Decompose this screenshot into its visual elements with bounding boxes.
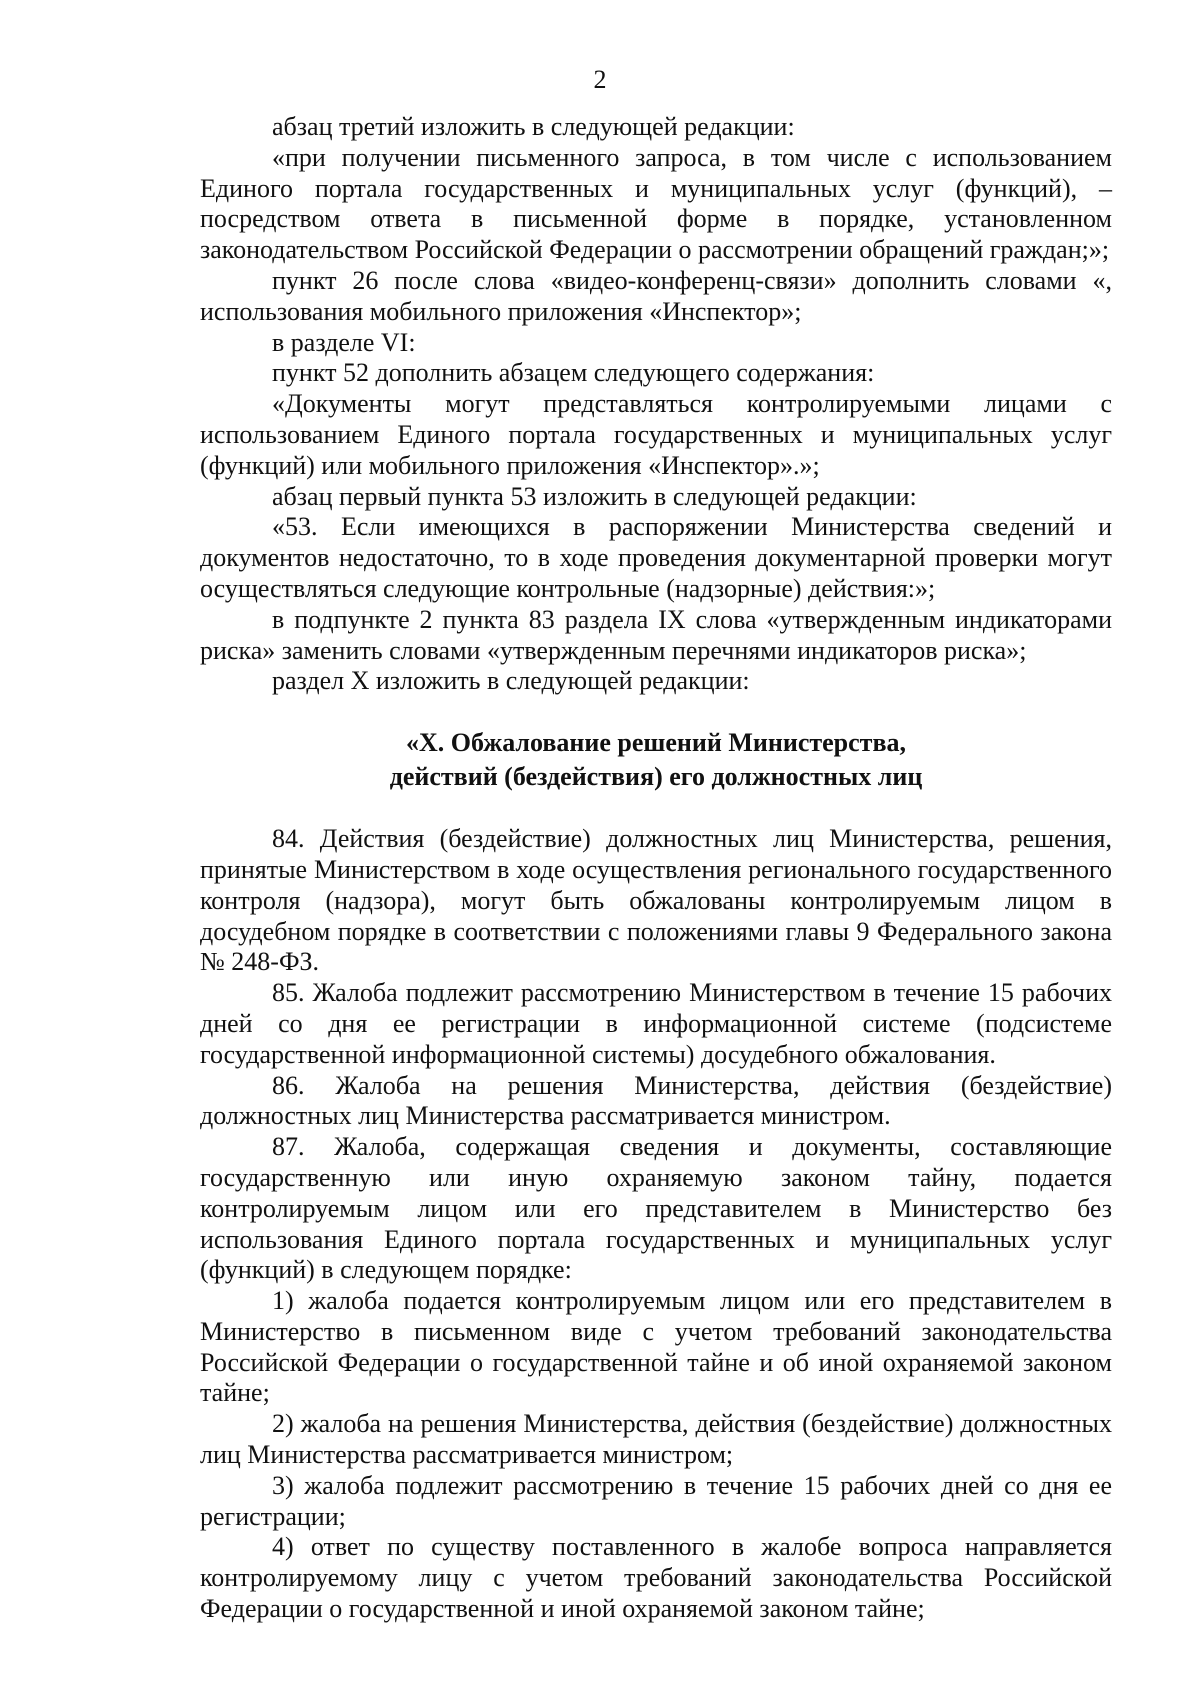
section-heading (200, 726, 1112, 794)
amendment-paragraph: раздел X изложить в следующей редакции: (272, 666, 750, 696)
section-paragraph: 1) жалоба подается контролируемым лицом или его представителем в Министерство в письменном виде с учетом требований законодательства Российской Федерации о государственной тайне и об иной охраняемой законом тайне; (200, 1286, 1112, 1408)
section-paragraph: 87. Жалоба, содержащая сведения и документы, составляющие государственную или иную охраняемую законом тайну, подается контролируемым лицом или его представителем в Министерство без использования Единого портала государственных и муниципальных услуг (функций) в следующем порядке: (200, 1132, 1112, 1285)
amendment-paragraph: абзац первый пункта 53 изложить в следующей редакции: (272, 481, 917, 511)
section-paragraph: 85. Жалоба подлежит рассмотрению Министерством в течение 15 рабочих дней со дня ее регистрации в информационной системе (подсистеме государственной информационной системы) досудебного обжалования. (200, 978, 1112, 1069)
amendment-paragraph: «53. Если имеющихся в распоряжении Министерства сведений и документов недостаточно, то в ходе проведения документарной проверки могут осуществляться следующие контрольные (надзорные) действия:»; (200, 512, 1112, 603)
page-number: 2 (593, 65, 607, 94)
amendment-paragraph: пункт 52 дополнить абзацем следующего содержания: (272, 358, 875, 388)
section-paragraph: 86. Жалоба на решения Министерства, действия (бездействие) должностных лиц Министерства рассматривается министром. (200, 1070, 1112, 1131)
section-heading-line-1: «X. Обжалование решений Министерства, (406, 728, 906, 758)
section-heading-line-2: действий (бездействия) его должностных лиц (389, 762, 923, 792)
amendment-paragraph: пункт 26 после слова «видео-конференц-связи» дополнить словами «, использования мобильного приложения «Инспектор»; (200, 265, 1112, 326)
amendment-paragraph: «Документы могут представляться контролируемыми лицами с использованием Единого портала государственных и муниципальных услуг (функций) или мобильного приложения «Инспектор».»; (200, 389, 1112, 480)
section-paragraph: 2) жалоба на решения Министерства, действия (бездействие) должностных лиц Министерства рассматривается министром; (200, 1409, 1112, 1470)
document-body (200, 112, 1112, 1625)
amendment-paragraph: в подпункте 2 пункта 83 раздела IX слова «утвержденным индикаторами риска» заменить словами «утвержденным перечнями индикаторов риска»; (200, 604, 1112, 665)
amendment-paragraph: «при получении письменного запроса, в том числе с использованием Единого портала государственных и муниципальных услуг (функций), – посредством ответа в письменной форме в порядке, установленном законодательством Российской Федерации о рассмотрении обращений граждан;»; (200, 142, 1112, 265)
section-paragraph: 84. Действия (бездействие) должностных лиц Министерства, решения, принятые Министерством в ходе осуществления регионального государственного контроля (надзора), могут быть обжалованы контролируемым лицом в досудебном порядке в соответствии с положениями главы 9 Федерального закона № 248-ФЗ. (200, 824, 1112, 977)
amendment-paragraph: абзац третий изложить в следующей редакции: (272, 112, 795, 141)
amendment-paragraph: в разделе VI: (272, 327, 416, 357)
section-paragraph: 4) ответ по существу поставленного в жалобе вопроса направляется контролируемому лицу с учетом требований законодательства Российской Федерации о государственной и иной охраняемой законом тайне; (200, 1532, 1112, 1624)
section-paragraph: 3) жалоба подлежит рассмотрению в течение 15 рабочих дней со дня ее регистрации; (200, 1470, 1112, 1531)
